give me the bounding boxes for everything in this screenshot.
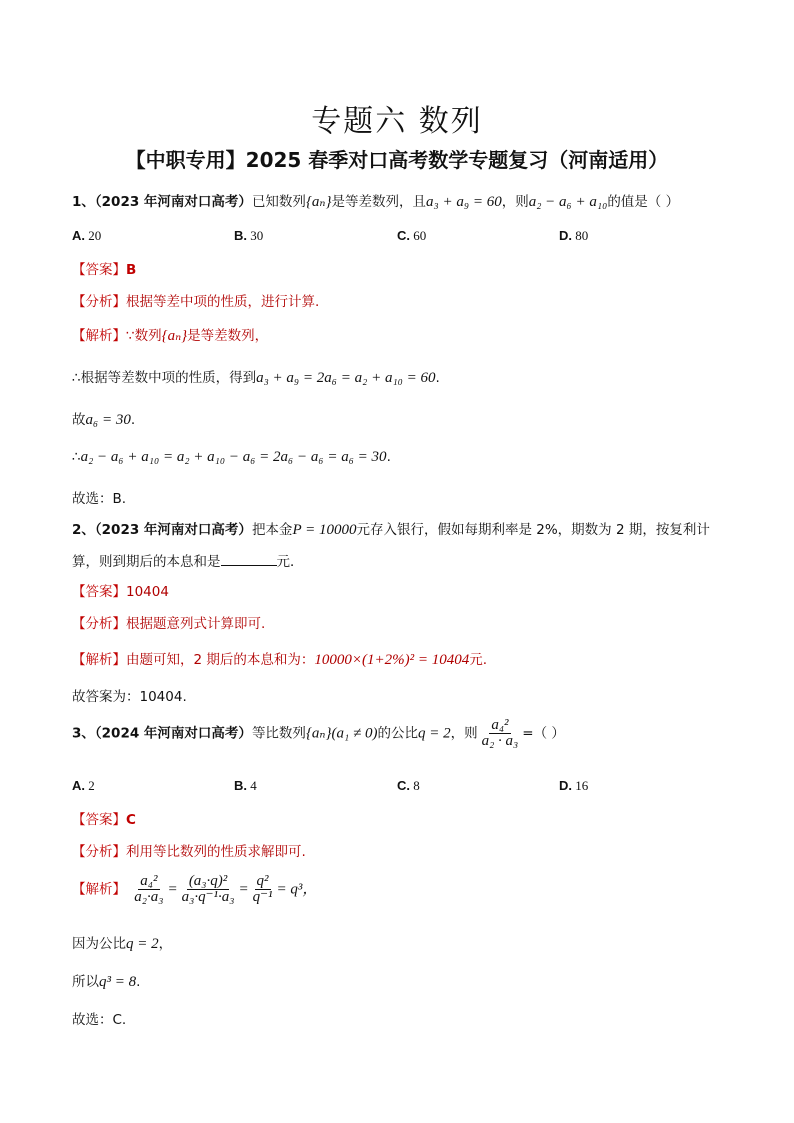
question-2-stem-line-1: 2、（2023 年河南对口高考）把本金P = 10000元存入银行，假如每期利率是 2%，期数为 2 期，按复利计 <box>72 522 710 538</box>
q1-solution-line-3: 故a₆ = 30. <box>72 412 136 428</box>
question-number: 1、 <box>72 194 95 210</box>
q2-analysis: 【分析】根据题意列式计算即可. <box>72 616 266 632</box>
q2-answer: 【答案】10404 <box>72 584 169 600</box>
q1-analysis: 【分析】根据等差中项的性质，进行计算. <box>72 294 320 310</box>
q3-solution: 【解析】 $\frac{\text{a₄²}}{\text{a₂·a₃}}$ = $\frac{\text{(a₃·q)²}}{\text{a₃·q⁻¹·a₃}}$ = $\frac{\text{q²}}{\text{q⁻¹}}$ = q³， <box>72 873 318 905</box>
q1-option-b: B. 30 <box>234 228 264 243</box>
q2-solution: 【解析】由题可知，2 期后的本息和为：10000×(1+2%)² = 10404元. <box>72 652 488 668</box>
question-2-stem-line-2: 算，则到期后的本息和是 元． <box>72 554 304 570</box>
q3-conclusion: 故选：C. <box>72 1012 127 1028</box>
q3-solution-line-3: 所以q³ = 8. <box>72 974 141 990</box>
page-title: 专题六 数列 <box>311 104 483 139</box>
q1-answer: 【答案】B <box>72 262 137 278</box>
page-subtitle: 【中职专用】2025 春季对口高考数学专题复习（河南适用） <box>125 148 669 172</box>
q1-conclusion: 故选：B. <box>72 491 127 507</box>
q1-solution-line-4: ∴a₂ − a₆ + a₁₀ = a₂ + a₁₀ − a₆ = 2a₆ − a₆ = a₆ = 30. <box>72 449 391 465</box>
question-source: （2023 年河南对口高考） <box>94 194 252 210</box>
q1-option-d: D. 80 <box>559 228 589 243</box>
q3-option-a: A. 2 <box>72 778 95 793</box>
question-1-stem: 1、（2023 年河南对口高考）已知数列{aₙ}是等差数列，且a₃ + a₉ = 60，则a₂ − a₆ + a₁₀的值是（ ） <box>72 194 680 210</box>
q3-analysis: 【分析】利用等比数列的性质求解即可. <box>72 844 306 860</box>
q1-solution-line-2: ∴根据等差数中项的性质，得到a₃ + a₉ = 2a₆ = a₂ + a₁₀ = 60. <box>72 370 440 386</box>
q3-option-b: B. 4 <box>234 778 257 793</box>
q1-option-a: A. 20 <box>72 228 102 243</box>
q3-fraction: $\frac{\text{a₄²}}{\text{a₂ · a₃}}$ <box>481 717 519 749</box>
q1-solution-line-1: 【解析】∵数列{aₙ}是等差数列， <box>72 328 269 344</box>
q3-solution-line-2: 因为公比q = 2， <box>72 936 173 952</box>
q3-answer: 【答案】C <box>72 812 136 828</box>
q1-option-c: C. 60 <box>397 228 427 243</box>
q3-option-d: D. 16 <box>559 778 589 793</box>
q2-conclusion: 故答案为：10404. <box>72 689 187 705</box>
question-3-stem: 3、（2024 年河南对口高考）等比数列{aₙ}(a₁ ≠ 0)的公比q = 2，则 $\frac{\text{a₄²}}{\text{a₂ · a₃}}$ =（ ） <box>72 717 565 749</box>
answer-blank <box>221 555 277 566</box>
q3-option-c: C. 8 <box>397 778 420 793</box>
